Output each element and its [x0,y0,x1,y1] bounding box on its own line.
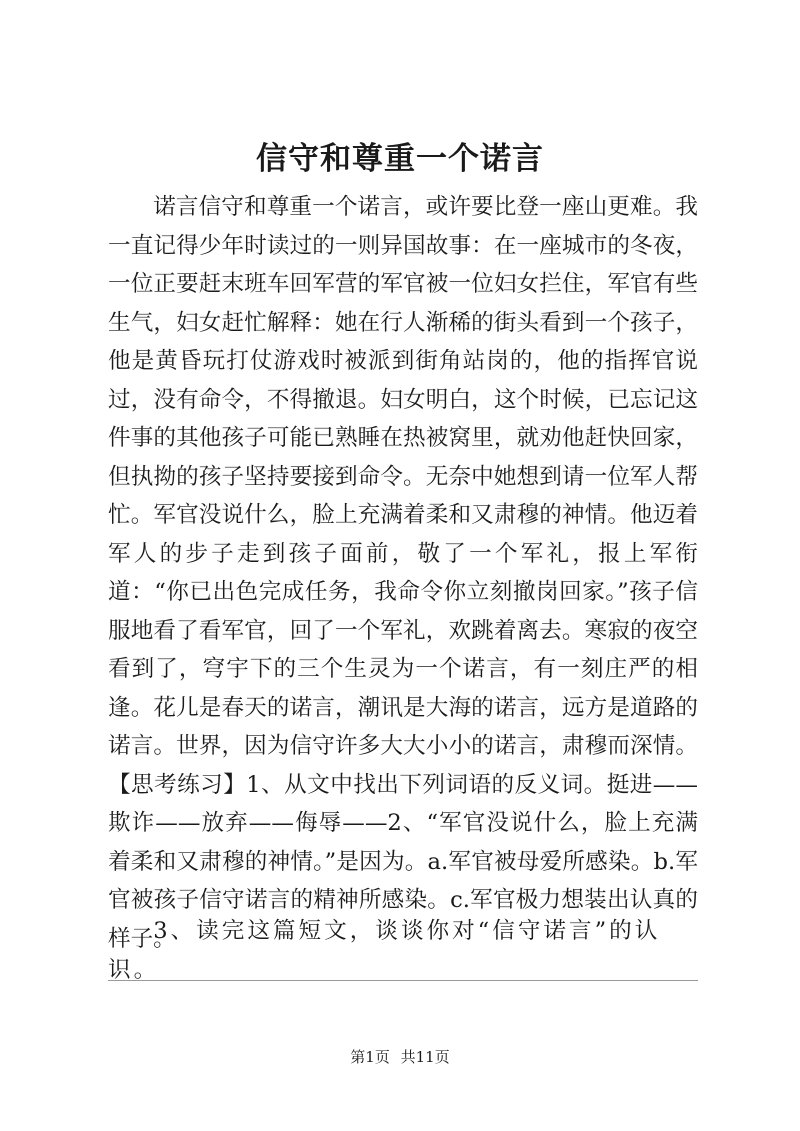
footer-divider [108,980,698,981]
page-number: 第1页 [350,1048,390,1066]
body-paragraph: 诺言信守和尊重一个诺言，或许要比登一座山更难。我一直记得少年时读过的一则异国故事：在一座城市的冬夜，一位正要赶末班车回军营的军官被一位妇女拦住，军官有些生气，妇女赶忙解释：她在行人渐稀的街头看到一个孩子，他是黄昏玩打仗游戏时被派到街角站岗的，他的指挥官说过，没有命令，不得撤退。妇女明白，这个时候，已忘记这件事的其他孩子可能已熟睡在热被窝里，就劝他赶快回家，但执拗的孩子坚持要接到命令。无奈中她想到请一位军人帮忙。军官没说什么，脸上充满着柔和又肃穆的神情。他迈着军人的步子走到孩子面前，敬了一个军礼，报上军衔道：“你已出色完成任务，我命令你立刻撤岗回家。”孩子信服地看了看军官，回了一个军礼，欢跳着离去。寒寂的夜空看到了，穹宇下的三个生灵为一个诺言，有一刻庄严的相逢。花儿是春天的诺言，潮讯是大海的诺言，远方是道路的诺言。世界，因为信守许多大大小小的诺言，肃穆而深情。【思考练习】1、从文中找出下列词语的反义词。挺进——欺诈——放弃——侮辱——2、“军官没说什么，脸上充满着柔和又肃穆的神情。”是因为。a.军官被母爱所感染。b.军官被孩子信守诺言的精神所感染。c.军官极力想装出认真的样子。 [108,194,698,952]
page-title: 信守和尊重一个诺言 [256,141,544,177]
page-total: 共11页 [400,1048,450,1066]
page-footer [0,1047,800,1067]
question-paragraph: 3、读完这篇短文，谈谈你对“信守诺言”的认识。 [108,918,661,983]
